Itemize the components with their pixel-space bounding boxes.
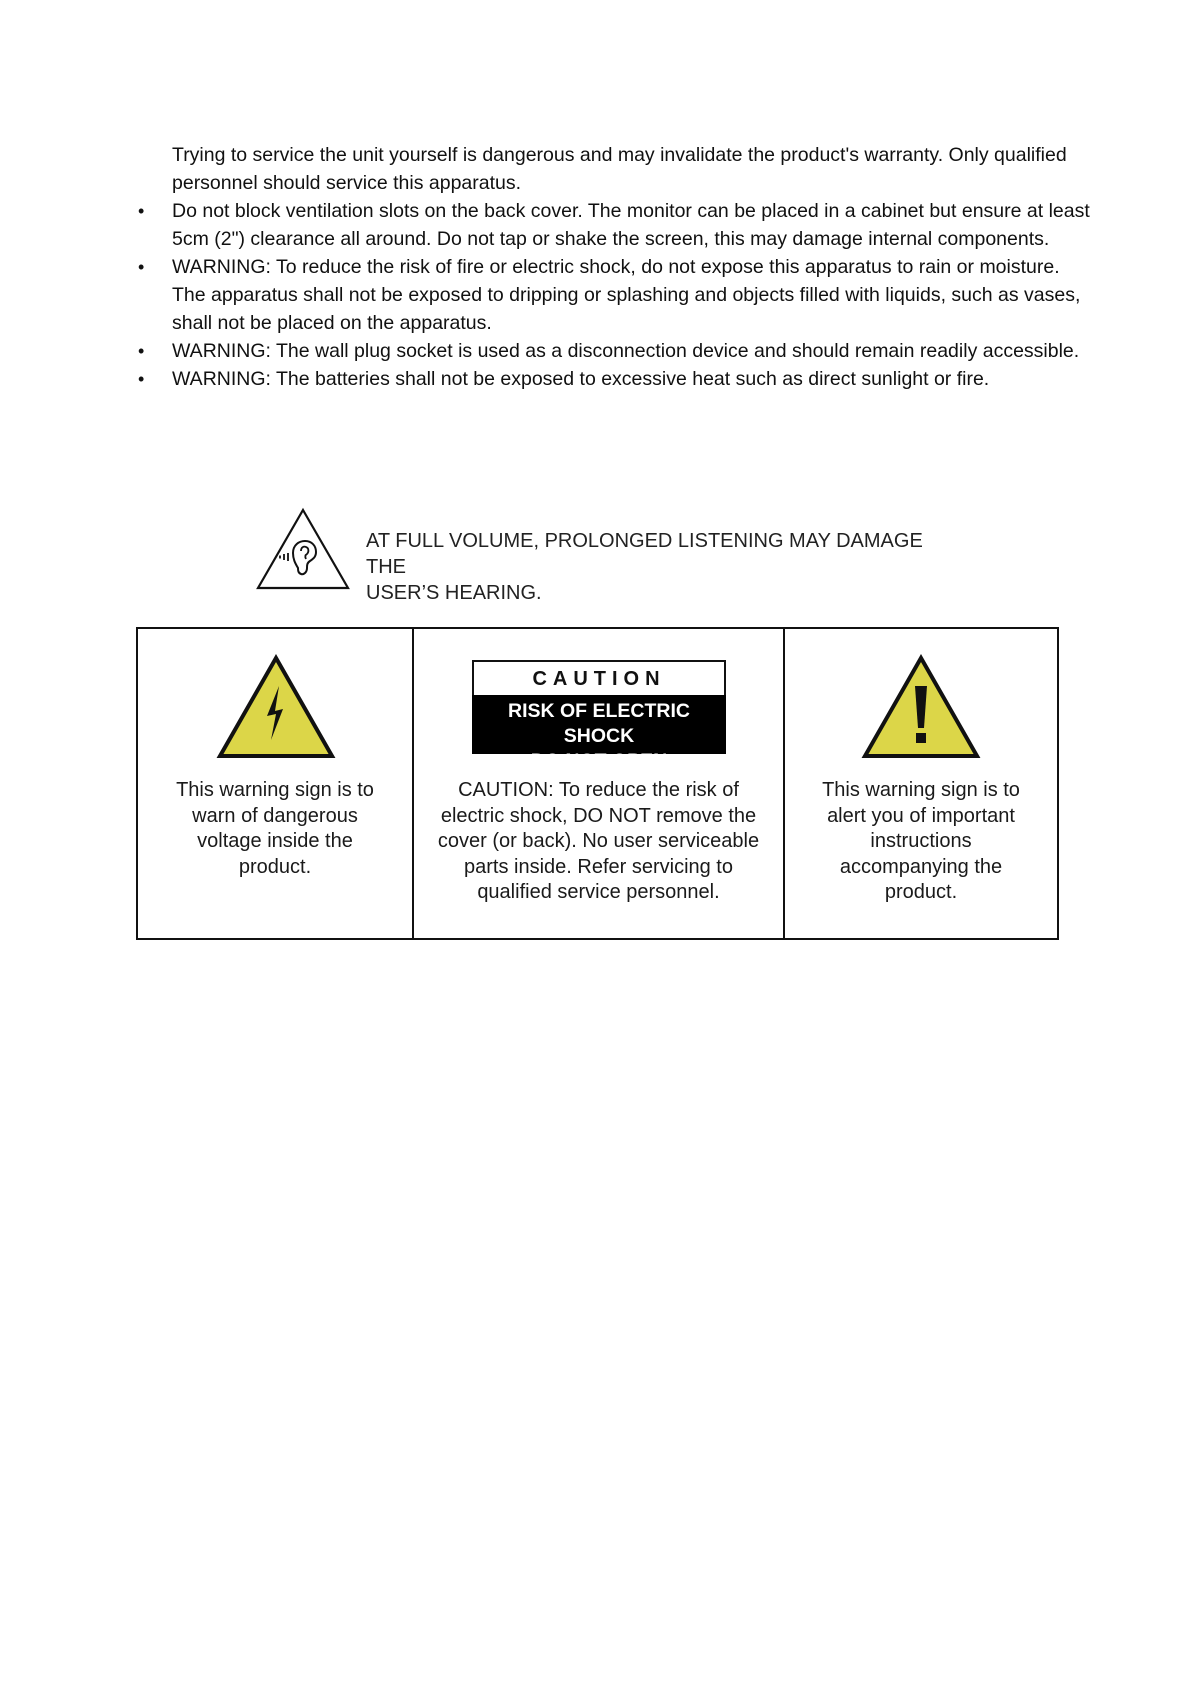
description-line: qualified service personnel. (477, 881, 720, 903)
caution-label (472, 660, 726, 772)
intro-paragraph: Trying to service the unit yourself is dangerous and may invalidate the product's warranty. Only qualified personnel should service this apparatus. (172, 144, 1067, 194)
bullet-icon: • (138, 369, 145, 389)
safety-instructions (138, 141, 1092, 393)
description-line: CAUTION: To reduce the risk of (458, 779, 739, 801)
bullet-text: WARNING: To reduce the risk of fire or electric shock, do not expose this apparatus to rain or moisture. The apparatus shall not be exposed to dripping or splashing and objects filled with liquids, such as vases, shall not be placed on the apparatus. (172, 256, 1081, 334)
description-line: product. (238, 855, 312, 878)
description-line: This warning sign is to (822, 779, 1020, 801)
description-line: warn of dangerous (192, 804, 358, 827)
bullet-text: Do not block ventilation slots on the back cover. The monitor can be placed in a cabinet but ensure at least 5cm (2") clearance all around. Do not tap or shake the screen, this may damage internal components. (172, 200, 1090, 250)
list-item (138, 197, 1092, 253)
bullet-icon: • (138, 257, 145, 277)
table-cell-caution (414, 629, 785, 938)
description-line: parts inside. Refer servicing to (463, 855, 733, 878)
hearing-warning-line-2: USER’S HEARING. (366, 582, 542, 604)
bullet-icon: • (138, 201, 145, 221)
safety-bullet-list (138, 197, 1092, 393)
electric-shock-warning-icon (216, 654, 336, 760)
list-item (138, 337, 1092, 365)
list-item (138, 365, 1092, 393)
bullet-text: WARNING: The wall plug socket is used as a disconnection device and should remain readily accessible. (172, 340, 1080, 362)
hearing-warning-line-1: AT FULL VOLUME, PROLONGED LISTENING MAY DAMAGE THE (366, 530, 923, 578)
caution-title: CAUTION (532, 668, 666, 690)
description-line: product. (884, 881, 958, 903)
description-line: alert you of important (827, 804, 1015, 827)
description-line: instructions (870, 830, 972, 852)
caution-label-line-2: DO NOT OPEN (530, 750, 668, 772)
warning-symbols-table (136, 627, 1059, 940)
hearing-warning-text (366, 528, 966, 606)
description-line: This warning sign is to (176, 779, 374, 801)
caution-description (424, 778, 773, 906)
list-item (138, 253, 1092, 337)
bullet-icon: • (138, 341, 145, 361)
table-cell-electric-shock (138, 629, 414, 938)
exclamation-warning-icon (861, 654, 981, 760)
electric-shock-description (148, 778, 402, 880)
caution-label-line-1: RISK OF ELECTRIC SHOCK (507, 700, 690, 747)
caution-black-band (472, 695, 726, 772)
hearing-warning (255, 507, 975, 604)
description-line: accompanying the (839, 855, 1003, 878)
description-line: cover (or back). No user serviceable (437, 830, 760, 852)
table-cell-exclamation (785, 629, 1057, 938)
description-line: electric shock, DO NOT remove the (440, 804, 757, 827)
bullet-text: WARNING: The batteries shall not be exposed to excessive heat such as direct sunlight or fire. (172, 368, 990, 390)
hearing-warning-icon (255, 507, 351, 591)
description-line: voltage inside the (197, 830, 353, 852)
exclamation-description (795, 778, 1047, 906)
